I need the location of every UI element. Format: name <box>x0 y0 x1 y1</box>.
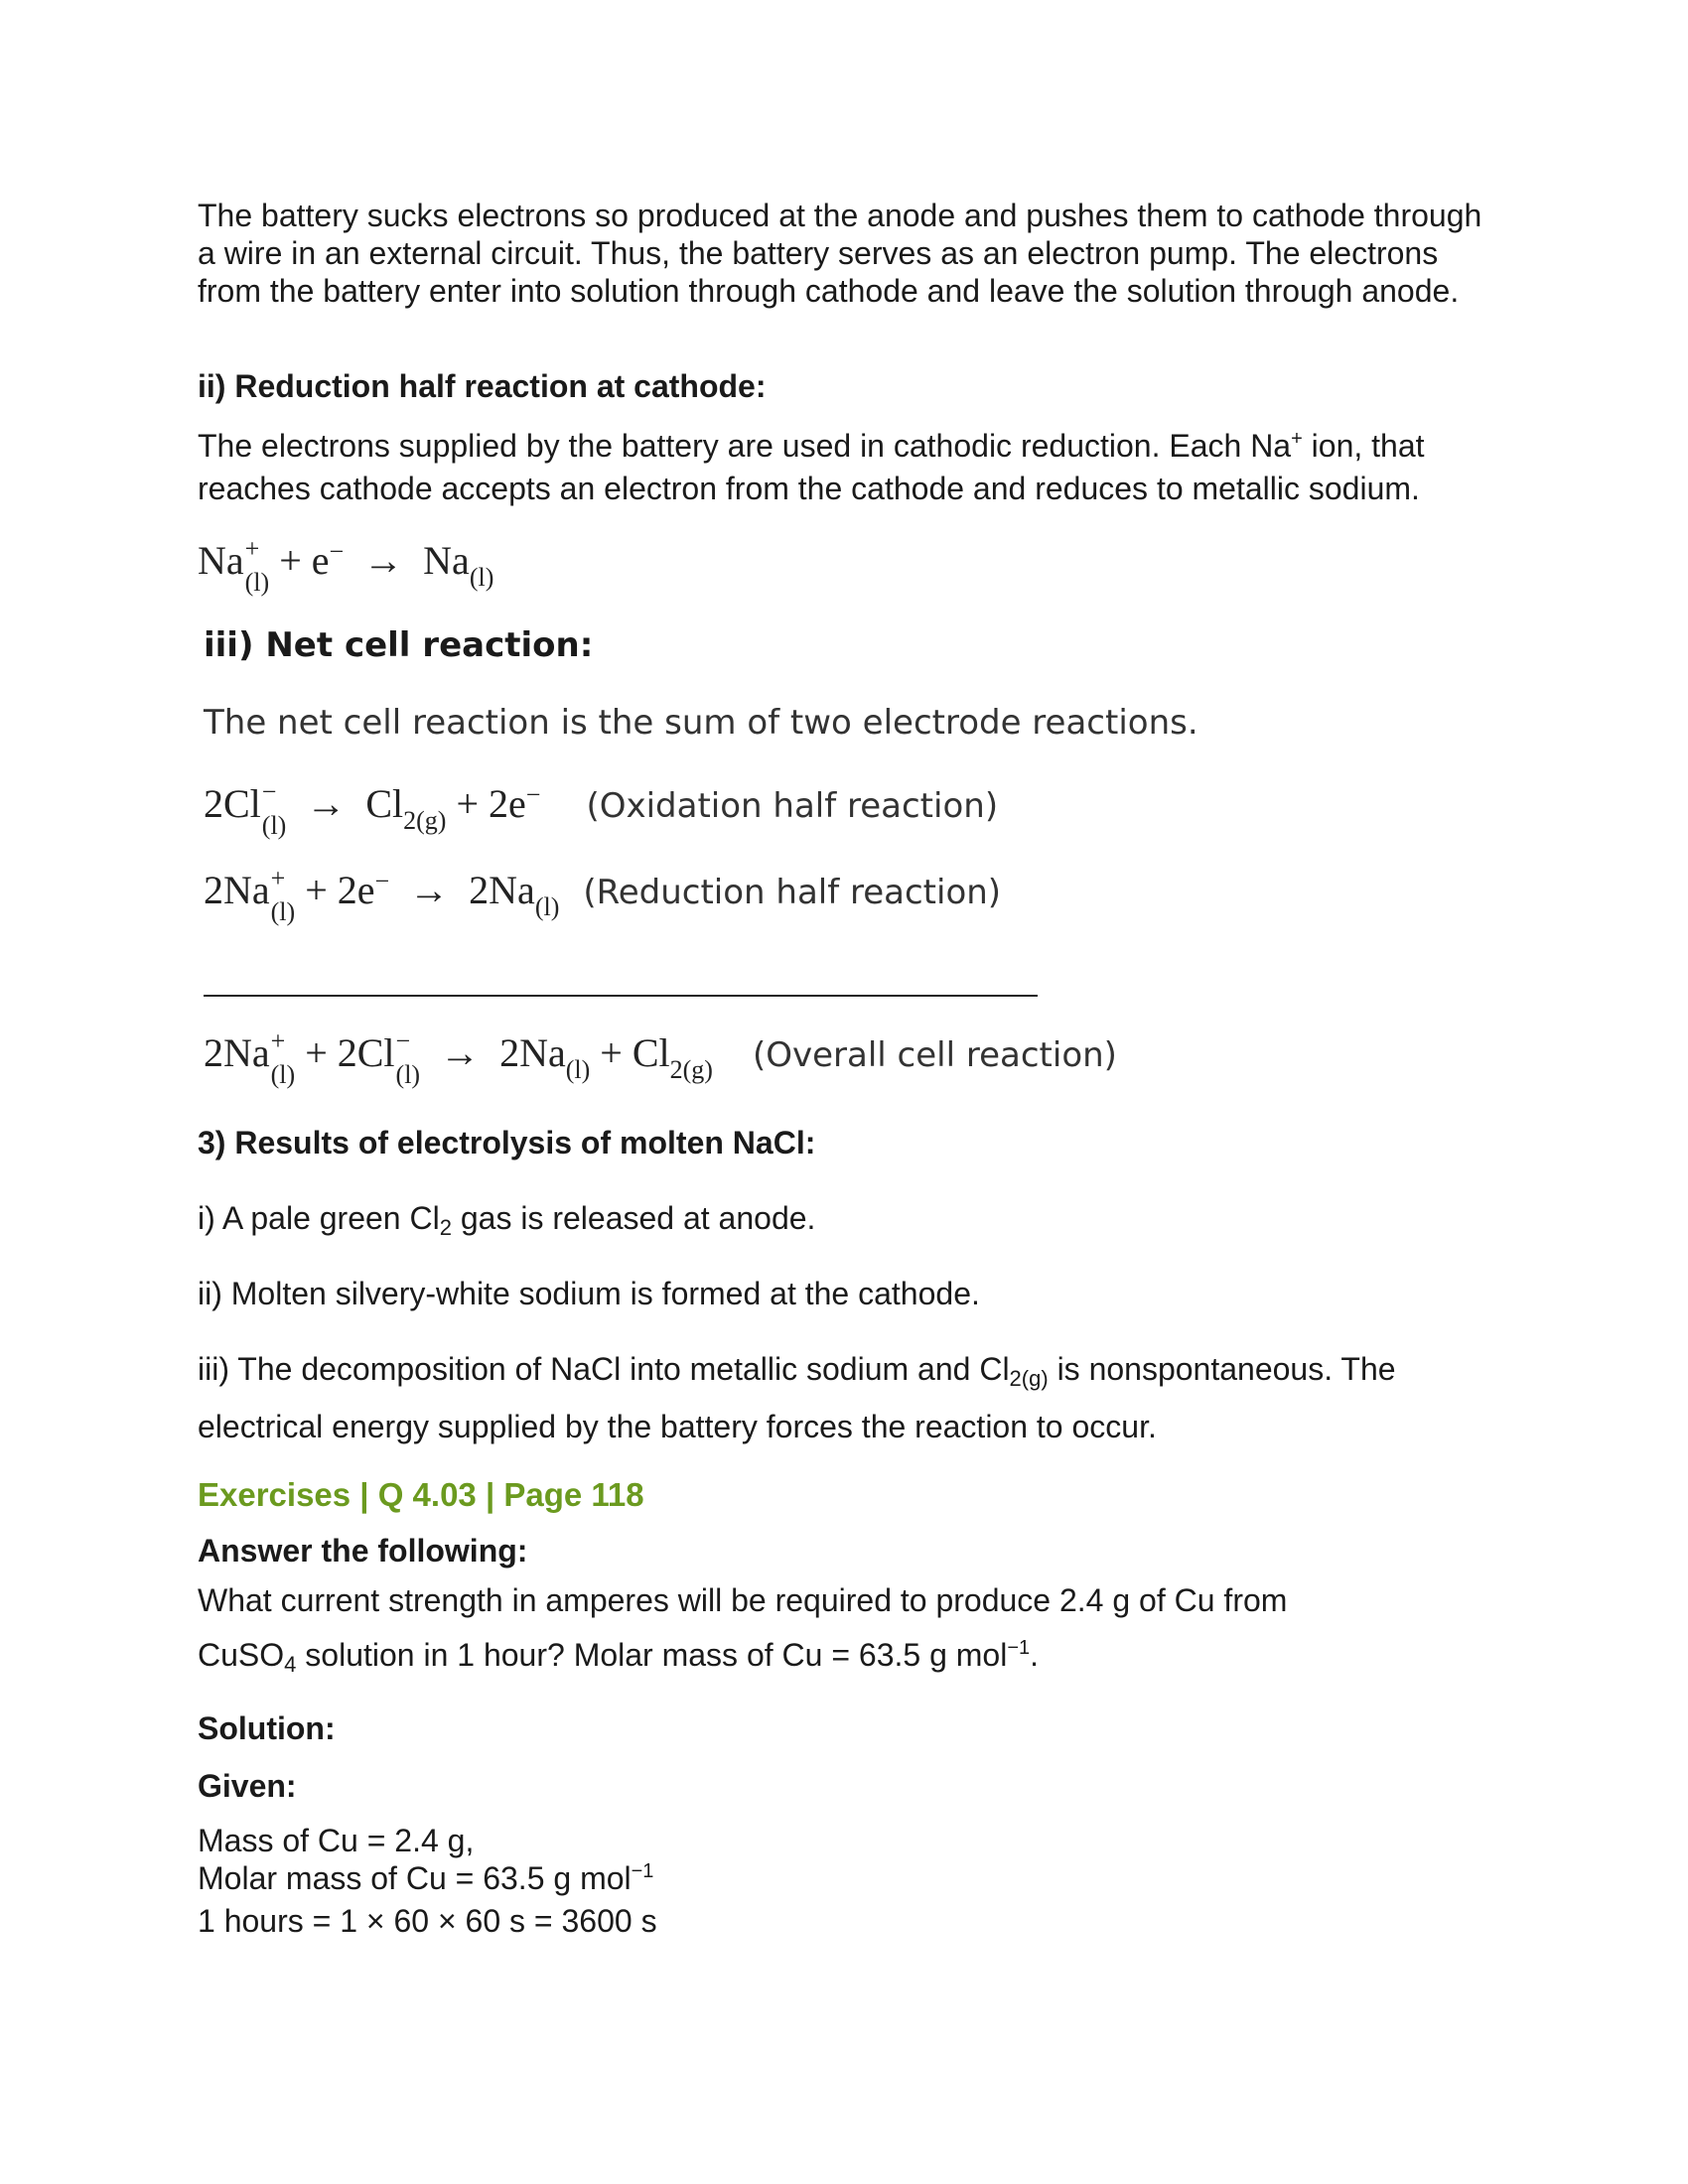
text: i) A pale green Cl <box>198 1200 440 1236</box>
given-molar-mass: Molar mass of Cu = 63.5 g mol$^{-1}$ <box>198 1860 654 1896</box>
question-text <box>198 1573 1369 1688</box>
exercise-reference: Exercises | Q 4.03 | Page 118 <box>198 1476 644 1513</box>
arrow: → <box>409 868 450 912</box>
result-1 <box>198 1199 1498 1241</box>
electron-charge: − <box>374 867 390 895</box>
superscript: + <box>1291 428 1303 450</box>
reaction-label: (Overall cell reaction) <box>752 1035 1117 1075</box>
heading-net-cell-reaction: iii) Net cell reaction: <box>204 625 594 665</box>
charge-state: + (l) <box>270 863 296 926</box>
heading-results: 3) Results of electrolysis of molten NaCl: <box>198 1125 816 1160</box>
reaction-label: (Oxidation half reaction) <box>586 786 999 826</box>
text: solution in 1 hour? Molar mass of Cu = 63.5 g mol <box>296 1637 1008 1673</box>
reaction-label: (Reduction half reaction) <box>583 873 1002 912</box>
charge-state: + (l) <box>244 533 270 597</box>
given-values <box>198 1822 1498 1940</box>
text: iii) The decomposition of NaCl into metallic sodium and Cl <box>198 1351 1010 1387</box>
paragraph-battery-pump: The battery sucks electrons so produced at the anode and pushes them to cathode through a wire in an external circuit. Thus, the battery serves as an electron pump. The electrons from the battery enter into solution through cathode and leave the solution through anode. <box>198 198 1482 309</box>
charge-state: − (l) <box>261 776 287 840</box>
formula-2na: 2Na <box>204 1030 270 1075</box>
heading-solution: Solution: <box>198 1710 336 1746</box>
charge-state: − (l) <box>395 1025 421 1089</box>
subscript: 2(g) <box>1009 1366 1049 1391</box>
formula-na: Na <box>198 538 244 583</box>
state: (l) <box>565 1055 591 1084</box>
arrow: → <box>440 1030 481 1075</box>
heading-answer-the-following: Answer the following: <box>198 1533 528 1569</box>
state: (l) <box>534 892 560 921</box>
given-time: 1 hours = 1 × 60 × 60 s = 3600 s <box>198 1903 657 1939</box>
formula-na-product: Na <box>423 538 470 583</box>
electron-charge: − <box>329 537 345 566</box>
result-2: ii) Molten silvery-white sodium is formed at the cathode. <box>198 1276 980 1311</box>
text: The electrons supplied by the battery are used in cathodic reduction. Each Na <box>198 428 1292 464</box>
plus-electrons: + 2e <box>305 868 375 912</box>
subscript: 2(g) <box>669 1055 713 1084</box>
heading-reduction-half-reaction: ii) Reduction half reaction at cathode: <box>198 368 767 404</box>
text: gas is released at anode. <box>451 1200 816 1236</box>
charge-state: + (l) <box>270 1025 296 1089</box>
arrow: → <box>363 538 404 583</box>
state: (l) <box>469 563 494 592</box>
equation-reduction <box>198 533 494 597</box>
formula-2na-product: 2Na <box>499 1030 566 1075</box>
plus-electrons: + 2e <box>456 781 526 826</box>
superscript: −1 <box>1007 1637 1031 1659</box>
given-mass: Mass of Cu = 2.4 g, <box>198 1823 475 1858</box>
subscript: 2(g) <box>403 806 447 835</box>
subscript: 2 <box>439 1215 452 1240</box>
equation-reduction-half <box>204 863 1002 926</box>
arrow: → <box>306 781 347 826</box>
text: What current strength in amperes will be required to produce 2.4 g of Cu from CuSO <box>198 1582 1288 1673</box>
formula-cl2: Cl <box>365 781 404 826</box>
subscript: 4 <box>284 1652 297 1677</box>
formula-2na: 2Na <box>204 868 270 912</box>
formula-2cl: + 2Cl <box>305 1030 395 1075</box>
plus-electron: + e <box>279 538 330 583</box>
net-reaction-intro: The net cell reaction is the sum of two electrode reactions. <box>204 703 1198 743</box>
text: ion, that reaches cathode accepts an electron from the cathode and reduces to metallic sodium. <box>198 428 1425 506</box>
formula-2na-product: 2Na <box>469 868 535 912</box>
electron-charge: − <box>525 780 541 809</box>
text: . <box>1030 1637 1040 1673</box>
formula-2cl: 2Cl <box>204 781 261 826</box>
equation-oxidation <box>204 776 999 840</box>
sum-divider-line <box>204 995 1038 997</box>
paragraph-cathodic-reduction <box>198 427 1498 507</box>
equation-overall <box>204 1025 1117 1089</box>
text: is nonspontaneous. The electrical energy supplied by the battery forces the reaction to occur. <box>198 1351 1396 1444</box>
formula-cl2: + Cl <box>600 1030 670 1075</box>
result-3 <box>198 1342 1498 1454</box>
heading-given: Given: <box>198 1768 297 1804</box>
